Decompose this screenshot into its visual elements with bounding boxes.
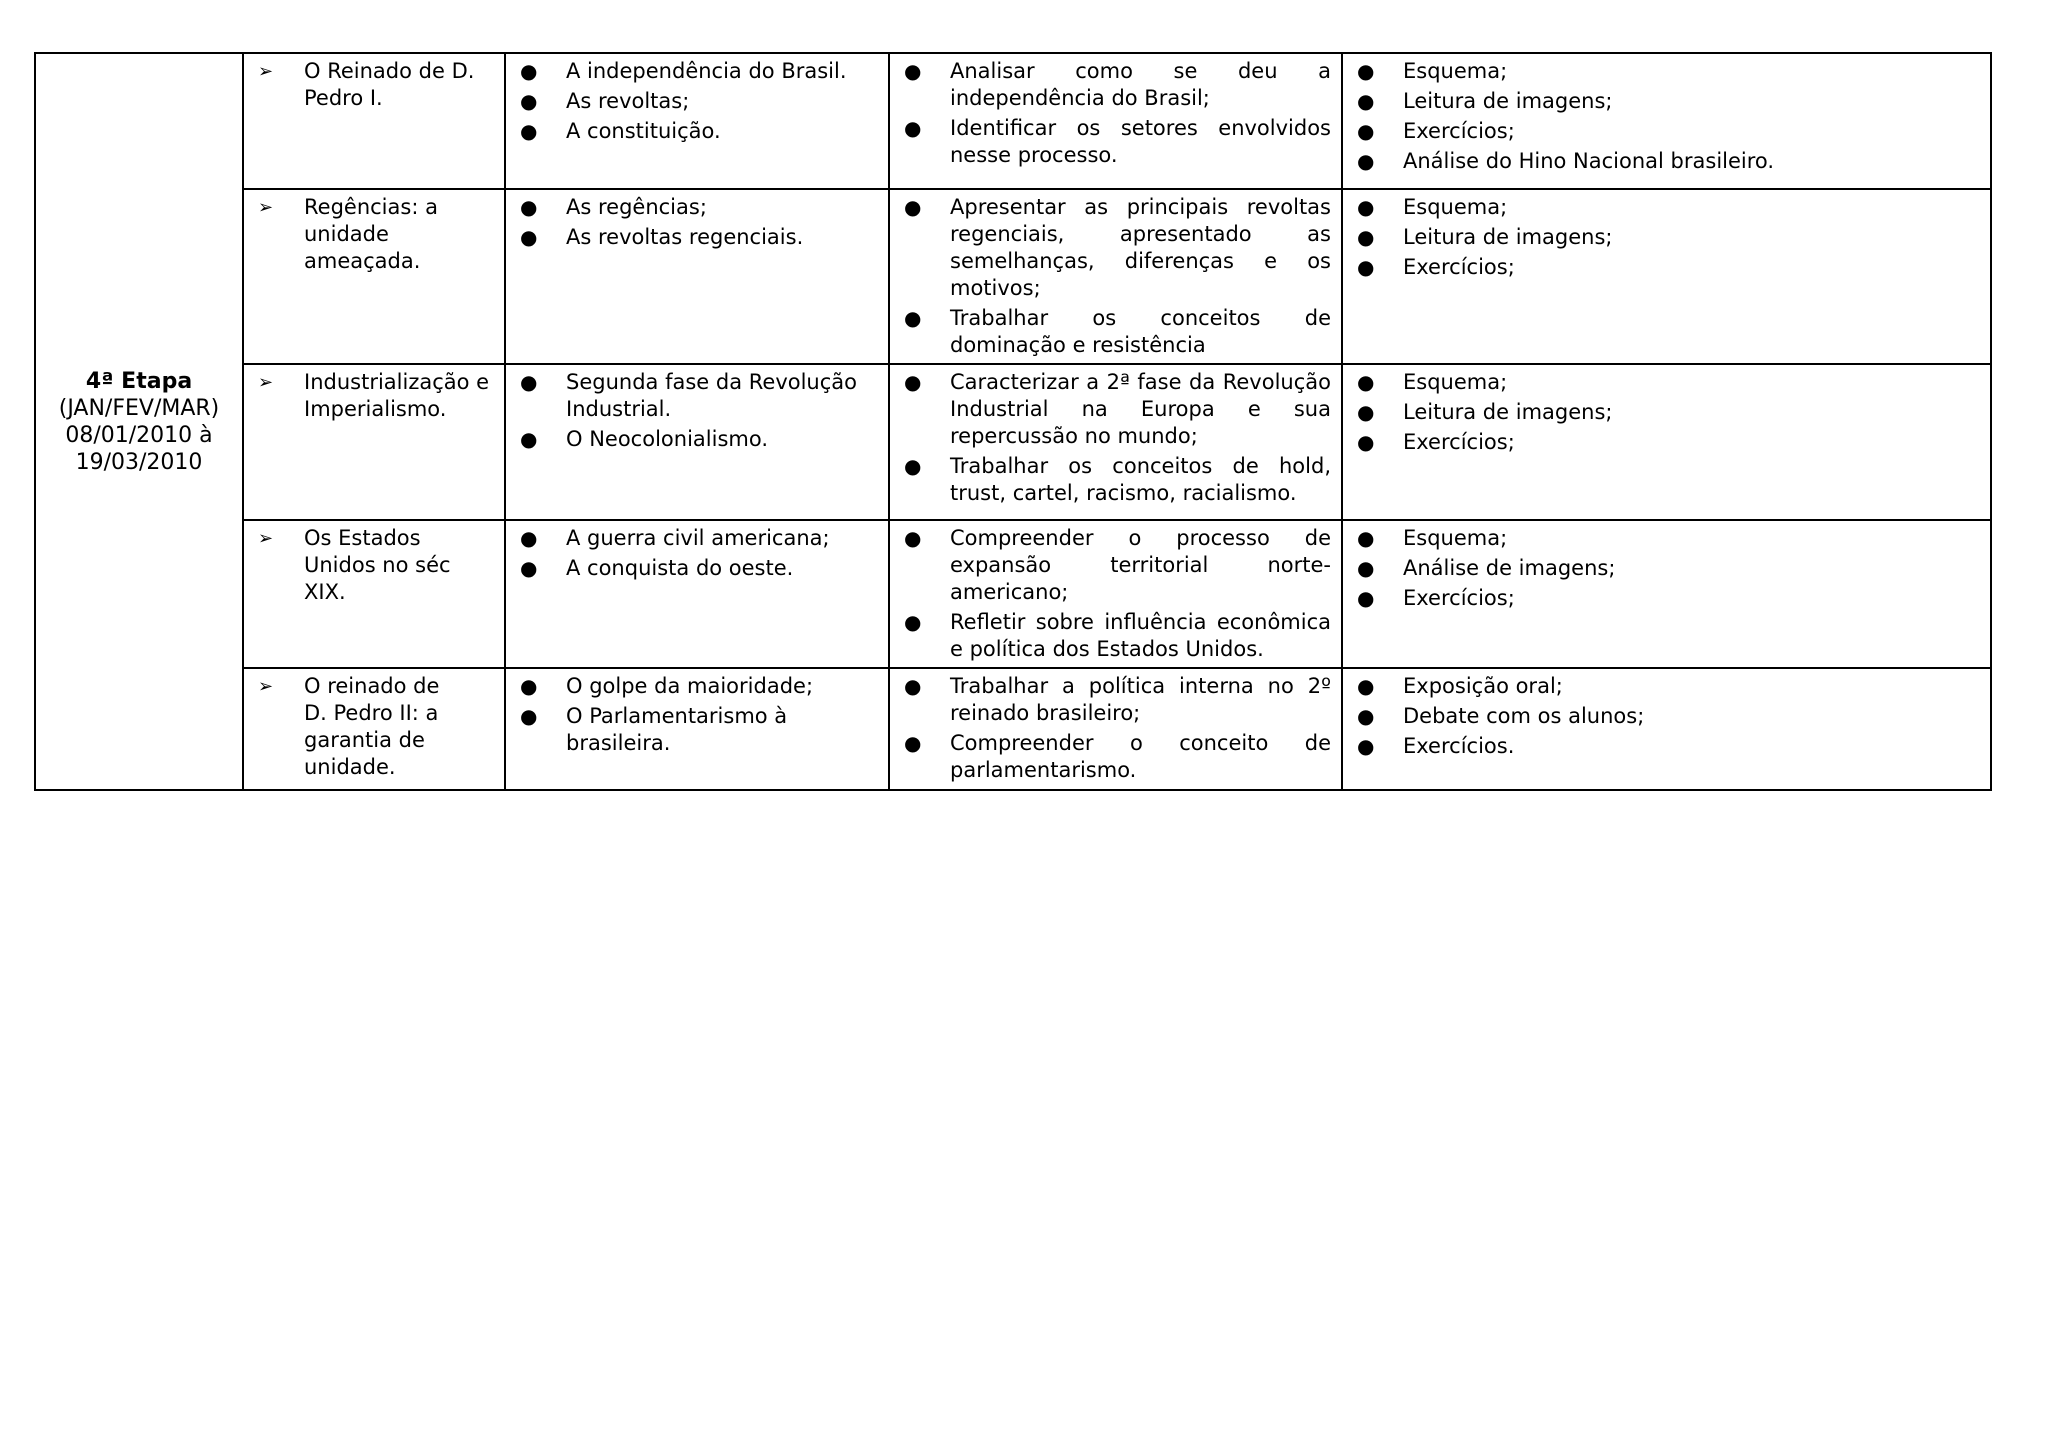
list-item: ● Exercícios;: [1353, 254, 1980, 281]
list-item: ● Exercícios.: [1353, 733, 1980, 760]
bullet-icon: ●: [520, 195, 538, 219]
topic-cell: [243, 189, 505, 364]
arrow-bullet-icon: ➢: [258, 197, 274, 218]
bullet-icon: ●: [1357, 255, 1375, 279]
topic-label: Os Estados Unidos no séc XIX.: [304, 526, 451, 604]
bullet-icon: ●: [904, 610, 922, 634]
table-row: [35, 364, 1991, 520]
bullet-icon: ●: [520, 556, 538, 580]
stage-title: 4ª Etapa: [85, 368, 193, 394]
list-item: ● Esquema;: [1353, 525, 1980, 552]
bullet-icon: ●: [1357, 400, 1375, 424]
bullet-icon: ●: [904, 116, 922, 140]
bullet-icon: ●: [1357, 586, 1375, 610]
topic-label: Industrialização e Imperialismo.: [304, 370, 490, 421]
objectives-cell: [889, 520, 1342, 668]
bullet-icon: ●: [904, 674, 922, 698]
arrow-bullet-icon: ➢: [258, 372, 274, 393]
list-item: ● Trabalhar a política interna no 2º reinado brasileiro;: [900, 673, 1331, 727]
list-item: ● Análise de imagens;: [1353, 555, 1980, 582]
list-item: ● Leitura de imagens;: [1353, 399, 1980, 426]
list-item: ● Esquema;: [1353, 369, 1980, 396]
list-item: ● O Neocolonialismo.: [516, 426, 878, 453]
bullet-icon: ●: [520, 704, 538, 728]
list-item: ● Identificar os setores envolvidos nesse processo.: [900, 115, 1331, 169]
bullet-icon: ●: [520, 89, 538, 113]
list-item: ● Exercícios;: [1353, 585, 1980, 612]
bullet-icon: ●: [1357, 225, 1375, 249]
list-item: ● A conquista do oeste.: [516, 555, 878, 582]
list-item: ● As revoltas;: [516, 88, 878, 115]
contents-cell: [505, 364, 889, 520]
bullet-icon: ●: [904, 454, 922, 478]
list-item: ● Exercícios;: [1353, 118, 1980, 145]
objectives-cell: [889, 668, 1342, 790]
bullet-icon: ●: [1357, 370, 1375, 394]
list-item: ● As regências;: [516, 194, 878, 221]
bullet-icon: ●: [520, 427, 538, 451]
table-row: [35, 668, 1991, 790]
arrow-bullet-icon: ➢: [258, 61, 274, 82]
bullet-icon: ●: [1357, 195, 1375, 219]
bullet-icon: ●: [520, 119, 538, 143]
bullet-icon: ●: [520, 674, 538, 698]
table-row: [35, 520, 1991, 668]
stage-start-date: 08/01/2010 à: [65, 422, 213, 448]
stage-months: (JAN/FEV/MAR): [58, 395, 220, 421]
list-item: ● A independência do Brasil.: [516, 58, 878, 85]
list-item: ● Segunda fase da Revolução Industrial.: [516, 369, 878, 423]
bullet-icon: ●: [904, 370, 922, 394]
bullet-icon: ●: [904, 59, 922, 83]
bullet-icon: ●: [1357, 526, 1375, 550]
bullet-icon: ●: [904, 306, 922, 330]
list-item: ● Trabalhar os conceitos de dominação e resistência: [900, 305, 1331, 359]
topic-cell: [243, 53, 505, 189]
bullet-icon: ●: [1357, 149, 1375, 173]
bullet-icon: ●: [520, 59, 538, 83]
list-item: ● Analisar como se deu a independência do Brasil;: [900, 58, 1331, 112]
topic-label: O Reinado de D. Pedro I.: [304, 59, 475, 110]
list-item: ● Refletir sobre influência econômica e política dos Estados Unidos.: [900, 609, 1331, 663]
bullet-icon: ●: [1357, 119, 1375, 143]
list-item: ● Trabalhar os conceitos de hold, trust, cartel, racismo, racialismo.: [900, 453, 1331, 507]
topic-cell: [243, 668, 505, 790]
bullet-icon: ●: [1357, 430, 1375, 454]
list-item: ● A guerra civil americana;: [516, 525, 878, 552]
list-item: ● Exposição oral;: [1353, 673, 1980, 700]
list-item: ● Esquema;: [1353, 58, 1980, 85]
list-item: ● A constituição.: [516, 118, 878, 145]
methods-cell: [1342, 53, 1991, 189]
methods-cell: [1342, 189, 1991, 364]
list-item: ● Compreender o processo de expansão territorial norte-americano;: [900, 525, 1331, 606]
methods-cell: [1342, 668, 1991, 790]
list-item: ● Exercícios;: [1353, 429, 1980, 456]
objectives-cell: [889, 53, 1342, 189]
bullet-icon: ●: [1357, 704, 1375, 728]
list-item: ● Análise do Hino Nacional brasileiro.: [1353, 148, 1980, 175]
bullet-icon: ●: [520, 526, 538, 550]
bullet-icon: ●: [1357, 89, 1375, 113]
list-item: ● Leitura de imagens;: [1353, 224, 1980, 251]
contents-cell: [505, 668, 889, 790]
list-item: ● O golpe da maioridade;: [516, 673, 878, 700]
objectives-cell: [889, 189, 1342, 364]
contents-cell: [505, 53, 889, 189]
bullet-icon: ●: [520, 225, 538, 249]
arrow-bullet-icon: ➢: [258, 676, 274, 697]
bullet-icon: ●: [904, 526, 922, 550]
topic-cell: [243, 364, 505, 520]
topic-label: O reinado de D. Pedro II: a garantia de unidade.: [304, 674, 440, 779]
list-item: ● Debate com os alunos;: [1353, 703, 1980, 730]
arrow-bullet-icon: ➢: [258, 528, 274, 549]
list-item: ● Apresentar as principais revoltas regenciais, apresentado as semelhanças, diferenças e os motivos;: [900, 194, 1331, 302]
bullet-icon: ●: [1357, 556, 1375, 580]
list-item: ● O Parlamentarismo à brasileira.: [516, 703, 878, 757]
methods-cell: [1342, 364, 1991, 520]
list-item: ● Compreender o conceito de parlamentarismo.: [900, 730, 1331, 784]
list-item: ● Leitura de imagens;: [1353, 88, 1980, 115]
objectives-cell: [889, 364, 1342, 520]
bullet-icon: ●: [1357, 734, 1375, 758]
contents-cell: [505, 520, 889, 668]
bullet-icon: ●: [904, 731, 922, 755]
topic-label: Regências: a unidade ameaçada.: [304, 195, 438, 273]
bullet-icon: ●: [1357, 674, 1375, 698]
stage-cell: [35, 53, 243, 790]
table-row: [35, 53, 1991, 189]
bullet-icon: ●: [520, 370, 538, 394]
lesson-plan-table: [34, 52, 1992, 791]
contents-cell: [505, 189, 889, 364]
list-item: ● As revoltas regenciais.: [516, 224, 878, 251]
list-item: ● Caracterizar a 2ª fase da Revolução Industrial na Europa e sua repercussão no mundo;: [900, 369, 1331, 450]
methods-cell: [1342, 520, 1991, 668]
bullet-icon: ●: [904, 195, 922, 219]
bullet-icon: ●: [1357, 59, 1375, 83]
stage-end-date: 19/03/2010: [75, 449, 203, 475]
list-item: ● Esquema;: [1353, 194, 1980, 221]
table-row: [35, 189, 1991, 364]
topic-cell: [243, 520, 505, 668]
